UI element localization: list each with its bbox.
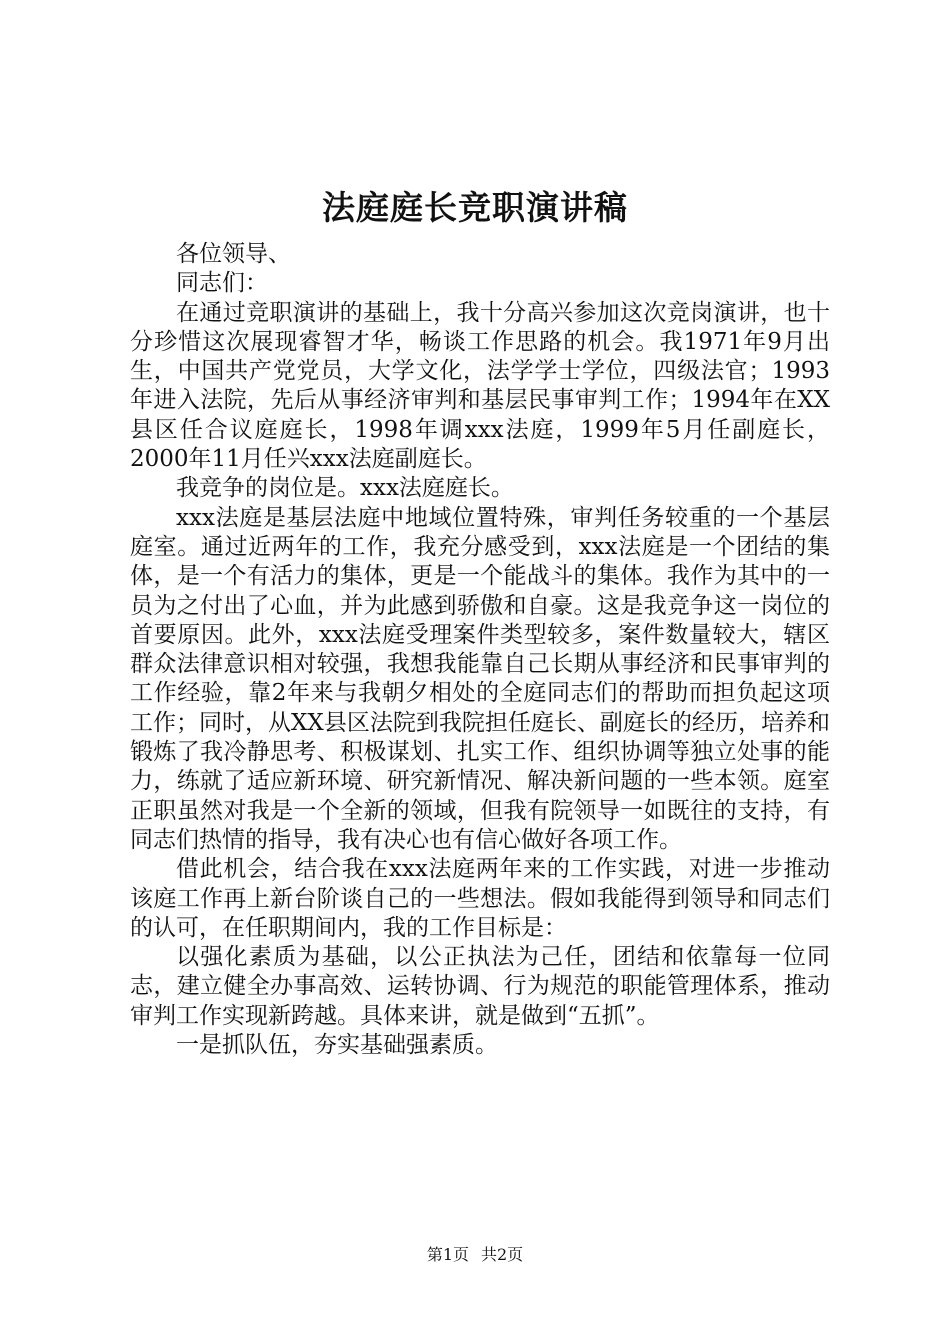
paragraph-intro: 在通过竞职演讲的基础上，我十分高兴参加这次竞岗演讲，也十分珍惜这次展现睿智才华，畅谈工作思路的机会。我1971年9月出生，中国共产党党员，大学文化，法学学士学位，四级法官；1993年进入法院，先后从事经济审判和基层民事审判工作；1994年在XX县区任合议庭庭长，1998年调xxx法庭，1999年5月任副庭长，2000年11月任兴xxx法庭副庭长。	[130, 299, 830, 473]
paragraph-position: 我竞争的岗位是。xxx法庭庭长。	[176, 475, 514, 502]
page-footer	[0, 1244, 950, 1266]
document-title: 法庭庭长竞职演讲稿	[322, 188, 628, 227]
page-total: 共2页	[481, 1245, 524, 1264]
paragraph-reasons: xxx法庭是基层法庭中地域位置特殊，审判任务较重的一个基层庭室。通过近两年的工作，我充分感受到，xxx法庭是一个团结的集体，是一个有活力的集体，更是一个能战斗的集体。我作为其中的一员为之付出了心血，并为此感到骄傲和自豪。这是我竞争这一岗位的首要原因。此外，xxx法庭受理案件类型较多，案件数量较大，辖区群众法律意识相对较强，我想我能靠自己长期从事经济和民事审判的工作经验，靠2年来与我朝夕相处的全庭同志们的帮助而担负起这项工作；同时，从XX县区法院到我院担任庭长、副庭长的经历，培养和锻炼了我冷静思考、积极谋划、扎实工作、组织协调等独立处事的能力，练就了适应新环境、研究新情况、解决新问题的一些本领。庭室正职虽然对我是一个全新的领域，但我有院领导一如既往的支持，有同志们热情的指导，我有决心也有信心做好各项工作。	[130, 504, 830, 853]
salutation-line-2: 同志们：	[176, 270, 268, 297]
paragraph-goals: 以强化素质为基础，以公正执法为己任，团结和依靠每一位同志，建立健全办事高效、运转协调、行为规范的职能管理体系，推动审判工作实现新跨越。具体来讲，就是做到“五抓”。	[130, 944, 830, 1029]
paragraph-thoughts: 借此机会，结合我在xxx法庭两年来的工作实践，对进一步推动该庭工作再上新台阶谈自己的一些想法。假如我能得到领导和同志们的认可，在任职期间内，我的工作目标是：	[130, 856, 830, 941]
paragraph-first-point: 一是抓队伍，夯实基础强素质。	[176, 1032, 498, 1059]
salutation-line-1: 各位领导、	[176, 241, 291, 267]
document-body	[130, 240, 830, 1060]
page-number: 第1页	[426, 1245, 469, 1264]
